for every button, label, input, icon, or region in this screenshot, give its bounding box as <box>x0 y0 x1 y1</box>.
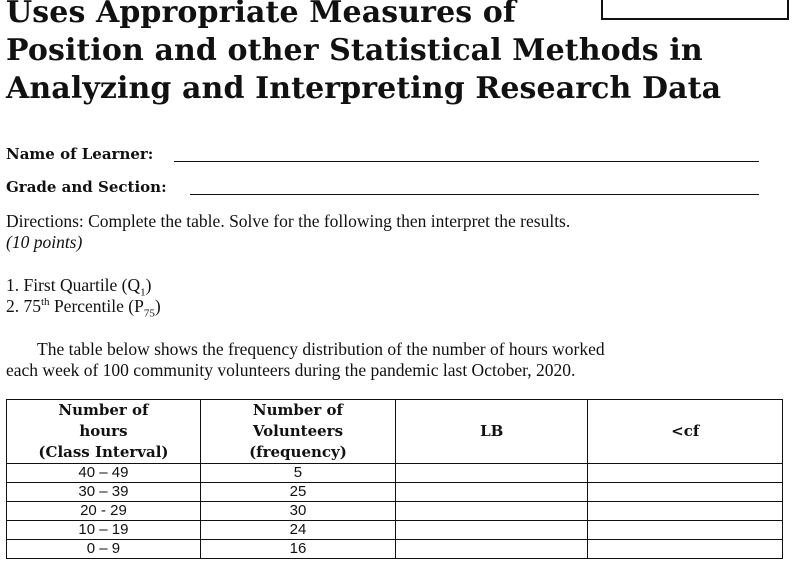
cell-lb-blank[interactable] <box>396 464 588 483</box>
cell-frequency: 16 <box>200 540 395 559</box>
header-frequency-line-3: (frequency) <box>249 443 347 461</box>
header-class-interval-line-2: hours <box>79 422 128 440</box>
cell-cf-blank[interactable] <box>588 502 783 521</box>
cell-interval: 20 - 29 <box>7 502 201 521</box>
header-frequency-line-1: Number of <box>252 401 344 419</box>
table-row <box>7 502 783 521</box>
header-class-interval-line-1: Number of <box>58 401 149 419</box>
cell-lb-blank[interactable] <box>396 540 588 559</box>
cell-cf-blank[interactable] <box>588 464 783 483</box>
task-2-superscript: th <box>41 296 50 309</box>
name-label: Name of Learner: <box>6 145 154 163</box>
header-frequency-line-2: Volunteers <box>252 422 344 440</box>
task-2-subscript: 75 <box>143 307 155 320</box>
cell-interval: 40 – 49 <box>7 464 201 483</box>
grade-section-field[interactable] <box>6 178 766 198</box>
table-row <box>7 521 783 540</box>
task-1-subscript: 1 <box>140 286 146 299</box>
score-box[interactable] <box>601 0 789 20</box>
directions-text: Directions: Complete the table. Solve for the following then interpret the results. <box>6 211 571 231</box>
cell-frequency: 25 <box>200 483 395 502</box>
frequency-distribution-table <box>6 399 783 559</box>
cell-lb-blank[interactable] <box>396 502 588 521</box>
cell-lb-blank[interactable] <box>396 521 588 540</box>
task-2-text-2: Percentile (P <box>49 296 144 316</box>
task-2-text: 75 <box>23 296 41 316</box>
cell-frequency: 30 <box>200 502 395 521</box>
header-class-interval-line-3: (Class Interval) <box>38 443 169 461</box>
paragraph-line-1: The table below shows the frequency distribution of the number of hours worked <box>37 339 605 359</box>
task-1 <box>6 275 151 299</box>
title-line-2: Position and other Statistical Methods in <box>6 33 703 68</box>
table-row <box>7 540 783 559</box>
cell-frequency: 24 <box>200 521 395 540</box>
header-frequency <box>200 400 395 464</box>
cell-cf-blank[interactable] <box>588 521 783 540</box>
title-line-3: Analyzing and Interpreting Research Data <box>6 71 722 106</box>
task-1-text: First Quartile (Q <box>23 275 141 295</box>
task-1-close: ) <box>145 275 152 295</box>
cell-interval: 30 – 39 <box>7 483 201 502</box>
cell-interval: 0 – 9 <box>7 540 201 559</box>
table-row <box>7 464 783 483</box>
directions-points: (10 points) <box>6 232 83 252</box>
cell-interval: 10 – 19 <box>7 521 201 540</box>
paragraph-line-2: each week of 100 community volunteers during the pandemic last October, 2020. <box>6 360 576 380</box>
table-row <box>7 483 783 502</box>
task-2-close: ) <box>154 296 161 316</box>
task-2-number: 2. <box>6 296 20 316</box>
grade-section-label: Grade and Section: <box>6 178 167 196</box>
header-lb: LB <box>396 400 588 464</box>
grade-section-blank-line[interactable] <box>190 194 759 195</box>
title-line-1: Uses Appropriate Measures of <box>6 0 516 30</box>
task-1-number: 1. <box>6 275 20 295</box>
task-2 <box>6 296 161 320</box>
header-cf: <cf <box>588 400 783 464</box>
cell-frequency: 5 <box>200 464 395 483</box>
cell-lb-blank[interactable] <box>396 483 588 502</box>
header-class-interval <box>7 400 201 464</box>
name-field[interactable] <box>6 145 766 165</box>
table-header-row <box>7 400 783 464</box>
cell-cf-blank[interactable] <box>588 483 783 502</box>
cell-cf-blank[interactable] <box>588 540 783 559</box>
name-blank-line[interactable] <box>174 161 759 162</box>
